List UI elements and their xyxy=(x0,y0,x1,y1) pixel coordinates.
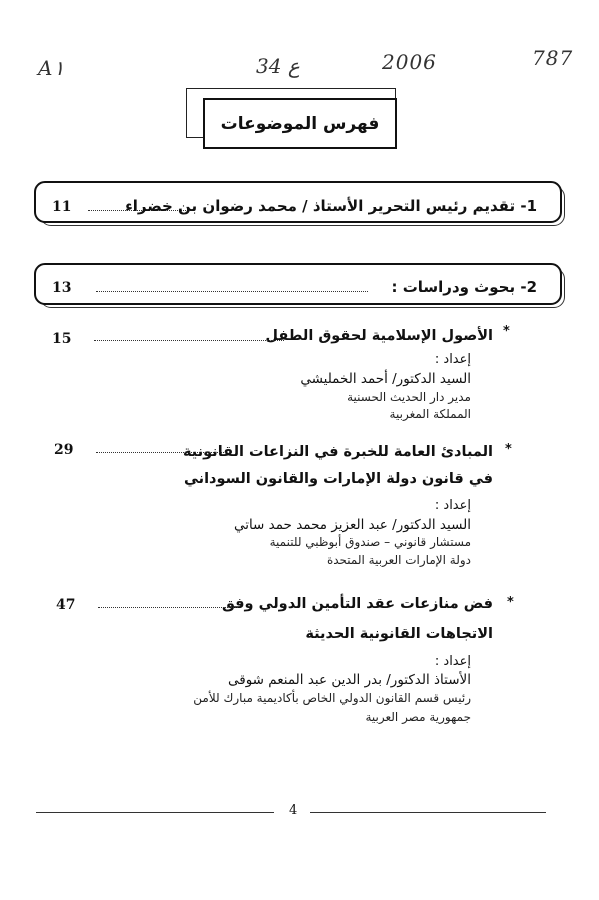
handwritten-number: 787 xyxy=(532,46,574,70)
page-title: فهرس الموضوعات xyxy=(220,113,380,134)
handwritten-left: A١ xyxy=(38,56,65,80)
entry-3-title-line-2[interactable]: الاتجاهات القانونية الحديثة xyxy=(305,626,493,642)
entry-2-page[interactable]: 29 xyxy=(54,442,74,458)
handwritten-volume: 34 ع xyxy=(256,54,300,78)
entry-1-leader xyxy=(94,340,284,341)
entry-3-role: رئيس قسم القانون الدولي الخاص بأكاديمية مبارك للأمن xyxy=(193,691,471,705)
entry-3-author: الأستاذ الدكتور/ بدر الدين عبد المنعم شوقى xyxy=(228,672,471,688)
entry-1-author: السيد الدكتور/ أحمد الخمليشي xyxy=(300,371,471,387)
entry-2-title-line-2[interactable]: في قانون دولة الإمارات والقانون السوداني xyxy=(183,471,493,487)
handwritten-year: 2006 xyxy=(382,50,437,74)
entry-2-leader xyxy=(96,452,226,453)
section-2-page[interactable]: 13 xyxy=(52,280,72,296)
entry-2-prep-label: إعداد : xyxy=(434,498,471,513)
entry-1-country: المملكة المغربية xyxy=(389,407,471,421)
entry-2-author: السيد الدكتور/ عبد العزيز محمد حمد ساتي xyxy=(233,517,471,533)
entry-2-bullet: * xyxy=(505,442,512,457)
section-2-leader xyxy=(96,291,368,292)
entry-3-country: جمهورية مصر العربية xyxy=(365,710,471,724)
entry-2-role: مستشار قانوني – صندوق أبوظبي للتنمية xyxy=(269,535,471,549)
entry-1-page[interactable]: 15 xyxy=(52,331,72,347)
footer-rule-left xyxy=(36,812,274,813)
entry-2-country: دولة الإمارات العربية المتحدة xyxy=(326,553,471,567)
entry-3-page[interactable]: 47 xyxy=(56,597,76,613)
entry-3-title-line-1[interactable]: فض منازعات عقد التأمين الدولي وفق xyxy=(221,596,493,612)
title-frame xyxy=(203,98,397,149)
section-2-title[interactable]: 2- بحوث ودراسات : xyxy=(391,278,537,296)
entry-3-bullet: * xyxy=(507,595,514,610)
entry-1-role: مدير دار الحديث الحسنية xyxy=(347,390,471,404)
footer-rule-right xyxy=(310,812,546,813)
entry-1-title[interactable]: الأصول الإسلامية لحقوق الطفل xyxy=(265,328,493,344)
footer-page-number: 4 xyxy=(289,803,298,818)
entry-2-title-line-1[interactable]: المبادئ العامة للخبرة في النزاعات القانونية xyxy=(183,444,493,460)
section-1-title[interactable]: 1- تقديم رئيس التحرير الأستاذ / محمد رضوان بن خضراء xyxy=(125,197,537,215)
entry-3-leader xyxy=(98,607,238,608)
entry-1-prep-label: إعداد : xyxy=(434,352,471,367)
entry-1-bullet: * xyxy=(503,324,510,339)
section-1-page[interactable]: 11 xyxy=(52,199,72,215)
entry-3-prep-label: إعداد : xyxy=(434,654,471,669)
